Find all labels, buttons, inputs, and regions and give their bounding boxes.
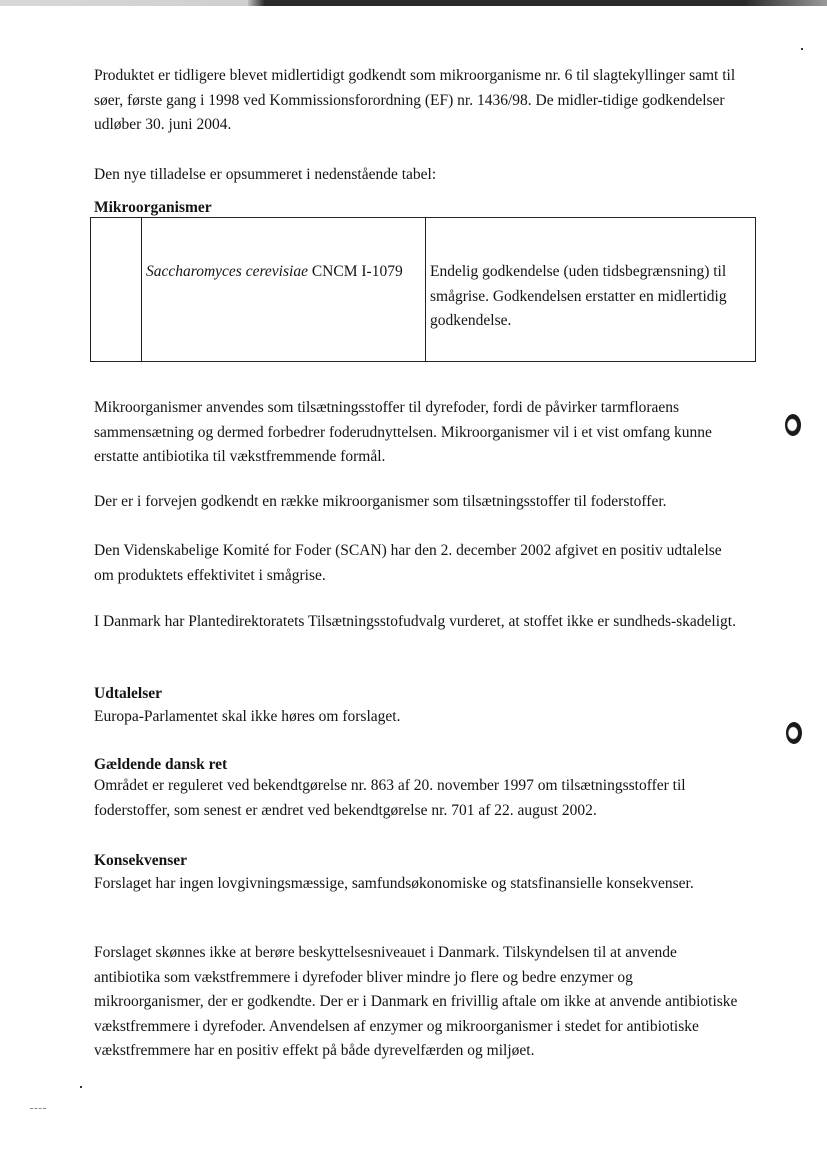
table-row: [91, 218, 756, 362]
paragraph-denmark: I Danmark har Plantedirektoratets Tilsætningsstofudvalg vurderet, at stoffet ikke er sundheds-skadeligt.: [94, 613, 736, 630]
punch-hole-icon: [785, 414, 801, 436]
intro-paragraph: Produktet er tidligere blevet midlertidigt godkendt som mikroorganisme nr. 6 til slagtekyllinger samt til søer, første gang i 1998 ved Kommissionsforordning (EF) nr. 1436/98. De midler-tidige godkendelser udløber 30. juni 2004.: [94, 67, 736, 133]
paragraph-final: Forslaget skønnes ikke at berøre beskyttelsesniveauet i Danmark. Tilskyndelsen til at anvende antibiotika som vækstfremmere i dyrefoder bliver mindre jo flere og bedre enzymer og mikroorganismer, der er godkendte. Der er i Danmark en frivillig aftale om ikke at anvende antibiotiske vækstfremmere i dyrefoder. Anvendelsen af enzymer og mikroorganismer i stedet for antibiotiske vækstfremmere har en positiv effekt på både dyrevelfærden og miljøet.: [94, 944, 738, 1059]
paragraph-usage: Mikroorganismer anvendes som tilsætningsstoffer til dyrefoder, fordi de påvirker tarmfloraens sammensætning og dermed forbedrer foderudnyttelsen. Mikroorganismer vil i et vist omfang kunne erstatte antibiotika til vækstfremmende formål.: [94, 399, 712, 465]
text-konsekvenser: Forslaget har ingen lovgivningsmæssige, samfundsøkonomiske og statsfinansielle konsekvenser.: [94, 875, 694, 892]
paragraph-approved: Der er i forvejen godkendt en række mikroorganismer som tilsætningsstoffer til foderstoffer.: [94, 493, 667, 510]
paragraph-scan: Den Videnskabelige Komité for Foder (SCAN) har den 2. december 2002 afgivet en positiv udtalelse om produktets effektivitet i smågrise.: [94, 542, 722, 584]
heading-gaeldende-ret: Gældende dansk ret: [94, 756, 228, 773]
scan-speck: [801, 48, 803, 50]
scan-edge-mark: [30, 1108, 46, 1110]
table-cell-organism: [142, 218, 426, 362]
table-heading: Mikroorganismer: [94, 199, 212, 216]
table-cell-description: Endelig godkendelse (uden tidsbegrænsning) til smågrise. Godkendelsen erstatter en midlertidig godkendelse.: [426, 218, 756, 362]
scan-speck: [80, 1086, 82, 1088]
heading-udtalelser: Udtalelser: [94, 685, 163, 702]
punch-hole-icon: [786, 722, 802, 744]
heading-konsekvenser: Konsekvenser: [94, 852, 187, 869]
table-intro: Den nye tilladelse er opsummeret i nedenstående tabel:: [94, 166, 437, 183]
microorganism-table: [90, 217, 756, 362]
strain-id: CNCM I-1079: [311, 263, 403, 280]
scan-top-edge: [0, 0, 827, 6]
table-cell-empty: [91, 218, 142, 362]
species-name: Saccharomyces cerevisiae: [146, 263, 308, 280]
text-gaeldende-ret: Området er reguleret ved bekendtgørelse nr. 863 af 20. november 1997 om tilsætningsstoffer til foderstoffer, som senest er ændret ved bekendtgørelse nr. 701 af 22. august 2002.: [94, 777, 686, 819]
text-udtalelser: Europa-Parlamentet skal ikke høres om forslaget.: [94, 708, 401, 725]
